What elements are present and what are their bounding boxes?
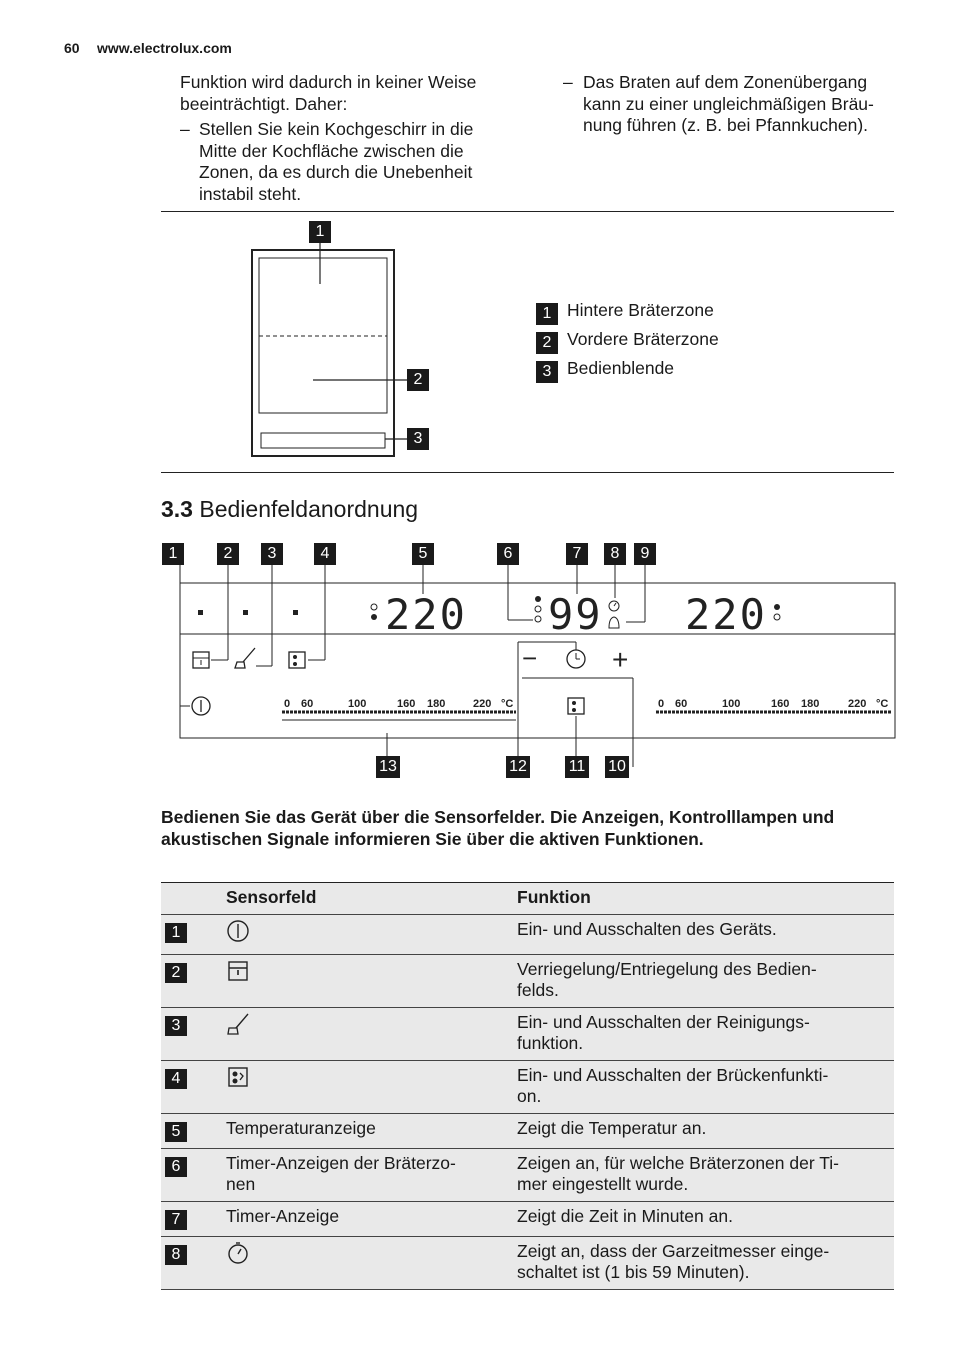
legend-label-2: Vordere Bräterzone bbox=[567, 329, 719, 349]
legend-num-2: 2 bbox=[536, 332, 558, 354]
bullet-dash: – bbox=[180, 119, 190, 139]
left-bullet-line: Stellen Sie kein Kochgeschirr in die bbox=[199, 119, 474, 139]
zone-indicator-dot bbox=[198, 610, 203, 615]
control-panel-diagram bbox=[160, 540, 900, 785]
sensor-text: Timer-Anzeige bbox=[226, 1202, 517, 1237]
function-text: Verriegelung/Entriegelung des Bedien- bbox=[517, 959, 817, 979]
display-dot bbox=[371, 604, 377, 610]
scale-label: 60 bbox=[301, 698, 314, 710]
section-number: 3.3 bbox=[161, 496, 193, 522]
scale-label: 0 bbox=[284, 698, 291, 710]
row-number: 1 bbox=[165, 923, 187, 943]
bridge-icon-dot bbox=[293, 662, 297, 666]
table-row bbox=[161, 1149, 894, 1202]
zone-indicator-dot bbox=[293, 610, 298, 615]
stopwatch-icon-hand bbox=[614, 603, 616, 606]
callout-3: 3 bbox=[407, 428, 429, 450]
header-url: www.electrolux.com bbox=[97, 40, 232, 56]
right-temperature-display: 220 bbox=[685, 590, 767, 639]
scale-label: 220 bbox=[848, 698, 867, 710]
power-icon bbox=[226, 919, 250, 943]
display-dot bbox=[371, 614, 377, 620]
left-bullet-line: instabil steht. bbox=[199, 183, 302, 204]
row-number: 6 bbox=[165, 1157, 187, 1177]
scale-label: 180 bbox=[427, 698, 446, 710]
right-bullet-line: kann zu einer ungleichmäßigen Bräu- bbox=[583, 93, 874, 114]
timer-zone-indicator bbox=[535, 606, 541, 612]
function-text: schaltet ist (1 bis 59 Minuten). bbox=[517, 1262, 750, 1282]
cleaning-icon bbox=[226, 1012, 250, 1036]
scale-label: 100 bbox=[348, 698, 367, 710]
function-text: mer eingestellt wurde. bbox=[517, 1174, 689, 1194]
left-bullet-line: Mitte der Kochfläche zwischen die bbox=[199, 140, 464, 161]
table-header-sensor: Sensorfeld bbox=[226, 883, 517, 915]
bridge-icon-dot bbox=[572, 708, 576, 712]
function-text: Zeigt die Zeit in Minuten an. bbox=[517, 1206, 733, 1226]
panel-callout-7: 7 bbox=[566, 543, 588, 565]
scale-label: 0 bbox=[658, 698, 665, 710]
timer-display: 99 bbox=[548, 590, 603, 639]
legend-label-3: Bedienblende bbox=[567, 358, 675, 378]
stopwatch-icon bbox=[226, 1241, 250, 1265]
function-text: funktion. bbox=[517, 1033, 584, 1053]
function-text: felds. bbox=[517, 980, 559, 1000]
divider bbox=[161, 472, 894, 473]
table-row bbox=[161, 1008, 894, 1061]
scale-label: 180 bbox=[801, 698, 820, 710]
cooktop-outline bbox=[252, 250, 394, 456]
bridge-icon bbox=[568, 698, 584, 714]
panel-callout-4: 4 bbox=[314, 543, 336, 565]
table-row bbox=[161, 1061, 894, 1114]
legend-num-1: 1 bbox=[536, 303, 558, 325]
left-paragraph bbox=[180, 72, 510, 115]
table-row bbox=[161, 1114, 894, 1149]
page-number: 60 bbox=[64, 40, 80, 56]
lock-icon bbox=[226, 959, 250, 983]
table-header-function: Funktion bbox=[517, 883, 894, 915]
section-title-text: Bedienfeldanordnung bbox=[199, 496, 419, 522]
callout-2: 2 bbox=[407, 369, 429, 391]
left-temperature-display: 220 bbox=[385, 590, 467, 639]
scale-label: °C bbox=[876, 698, 889, 710]
sensor-table bbox=[161, 882, 894, 1290]
table-row bbox=[161, 1237, 894, 1290]
right-bullet-line: Das Braten auf dem Zonenübergang bbox=[583, 72, 868, 92]
timer-zone-indicator bbox=[535, 616, 541, 622]
table-row bbox=[161, 1202, 894, 1237]
panel-callout-8: 8 bbox=[604, 543, 626, 565]
scale-label: 100 bbox=[722, 698, 741, 710]
zone-indicator-dot bbox=[243, 610, 248, 615]
control-panel-area bbox=[261, 433, 385, 448]
right-bullet-line: nung führen (z. B. bei Pfannkuchen). bbox=[583, 115, 869, 135]
row-number: 8 bbox=[165, 1245, 187, 1265]
timer-zone-indicator bbox=[535, 596, 541, 602]
table-row bbox=[161, 915, 894, 955]
function-text: Zeigt an, dass der Garzeitmesser einge- bbox=[517, 1241, 830, 1261]
legend-num-3: 3 bbox=[536, 361, 558, 383]
scale-label: °C bbox=[501, 698, 514, 710]
row-number: 7 bbox=[165, 1210, 187, 1230]
intro-paragraph: Bedienen Sie das Gerät über die Sensorfelder. Die Anzeigen, Kontrolllampen und akustischen Signale informieren Sie über die aktiven Funktionen. bbox=[161, 807, 835, 849]
panel-callout-6: 6 bbox=[497, 543, 519, 565]
section-title bbox=[161, 496, 418, 523]
panel-callout-5: 5 bbox=[412, 543, 434, 565]
panel-callout-1: 1 bbox=[162, 543, 184, 565]
function-text: Zeigt die Temperatur an. bbox=[517, 1118, 707, 1138]
function-text: Ein- und Ausschalten des Geräts. bbox=[517, 919, 777, 939]
table-header-num bbox=[161, 883, 226, 915]
panel-callout-3: 3 bbox=[261, 543, 283, 565]
sensor-text: Temperaturanzeige bbox=[226, 1114, 517, 1149]
left-temperature-scale bbox=[284, 698, 513, 710]
scale-label: 220 bbox=[473, 698, 492, 710]
right-temperature-scale bbox=[658, 698, 888, 710]
legend-label-1: Hintere Bräterzone bbox=[567, 300, 714, 320]
function-text: on. bbox=[517, 1086, 542, 1106]
right-bullet bbox=[563, 72, 903, 137]
left-bullet bbox=[180, 119, 510, 205]
panel-callout-12: 12 bbox=[506, 756, 530, 778]
cleaning-icon bbox=[235, 648, 255, 668]
bridge-icon bbox=[226, 1065, 250, 1089]
panel-callout-11: 11 bbox=[565, 756, 589, 778]
function-text: Ein- und Ausschalten der Brückenfunkti- bbox=[517, 1065, 829, 1085]
panel-callout-2: 2 bbox=[217, 543, 239, 565]
bullet-dash: – bbox=[563, 72, 573, 92]
bridge-icon-dot bbox=[293, 655, 297, 659]
scale-label: 160 bbox=[771, 698, 790, 710]
scale-label: 60 bbox=[675, 698, 688, 710]
panel-callout-13: 13 bbox=[376, 756, 400, 778]
panel-callout-9: 9 bbox=[634, 543, 656, 565]
cooktop-diagram bbox=[240, 218, 440, 463]
bridge-icon bbox=[289, 652, 305, 668]
left-para-line-1: Funktion wird dadurch in keiner Weise bbox=[180, 72, 477, 92]
table-row bbox=[161, 955, 894, 1008]
function-text: Zeigen an, für welche Bräterzonen der Ti- bbox=[517, 1153, 839, 1173]
display-dot bbox=[774, 614, 780, 620]
plus-button: + bbox=[612, 644, 629, 675]
callout-1: 1 bbox=[309, 221, 331, 243]
row-number: 2 bbox=[165, 963, 187, 983]
function-text: Ein- und Ausschalten der Reinigungs- bbox=[517, 1012, 810, 1032]
left-bullet-line: Zonen, da es durch die Unebenheit bbox=[199, 162, 473, 182]
row-number: 4 bbox=[165, 1069, 187, 1089]
scale-label: 160 bbox=[397, 698, 416, 710]
display-dot bbox=[774, 604, 780, 610]
bell-icon bbox=[609, 617, 619, 628]
panel-callout-10: 10 bbox=[605, 756, 629, 778]
bridge-icon-dot bbox=[572, 701, 576, 705]
left-para-line-2: beeinträchtigt. Daher: bbox=[180, 93, 348, 114]
divider bbox=[161, 211, 894, 212]
minus-button: − bbox=[522, 643, 538, 673]
row-number: 3 bbox=[165, 1016, 187, 1036]
row-number: 5 bbox=[165, 1122, 187, 1142]
sensor-text: Timer-Anzeigen der Bräterzo- nen bbox=[226, 1149, 517, 1202]
table-header-row bbox=[161, 883, 894, 915]
